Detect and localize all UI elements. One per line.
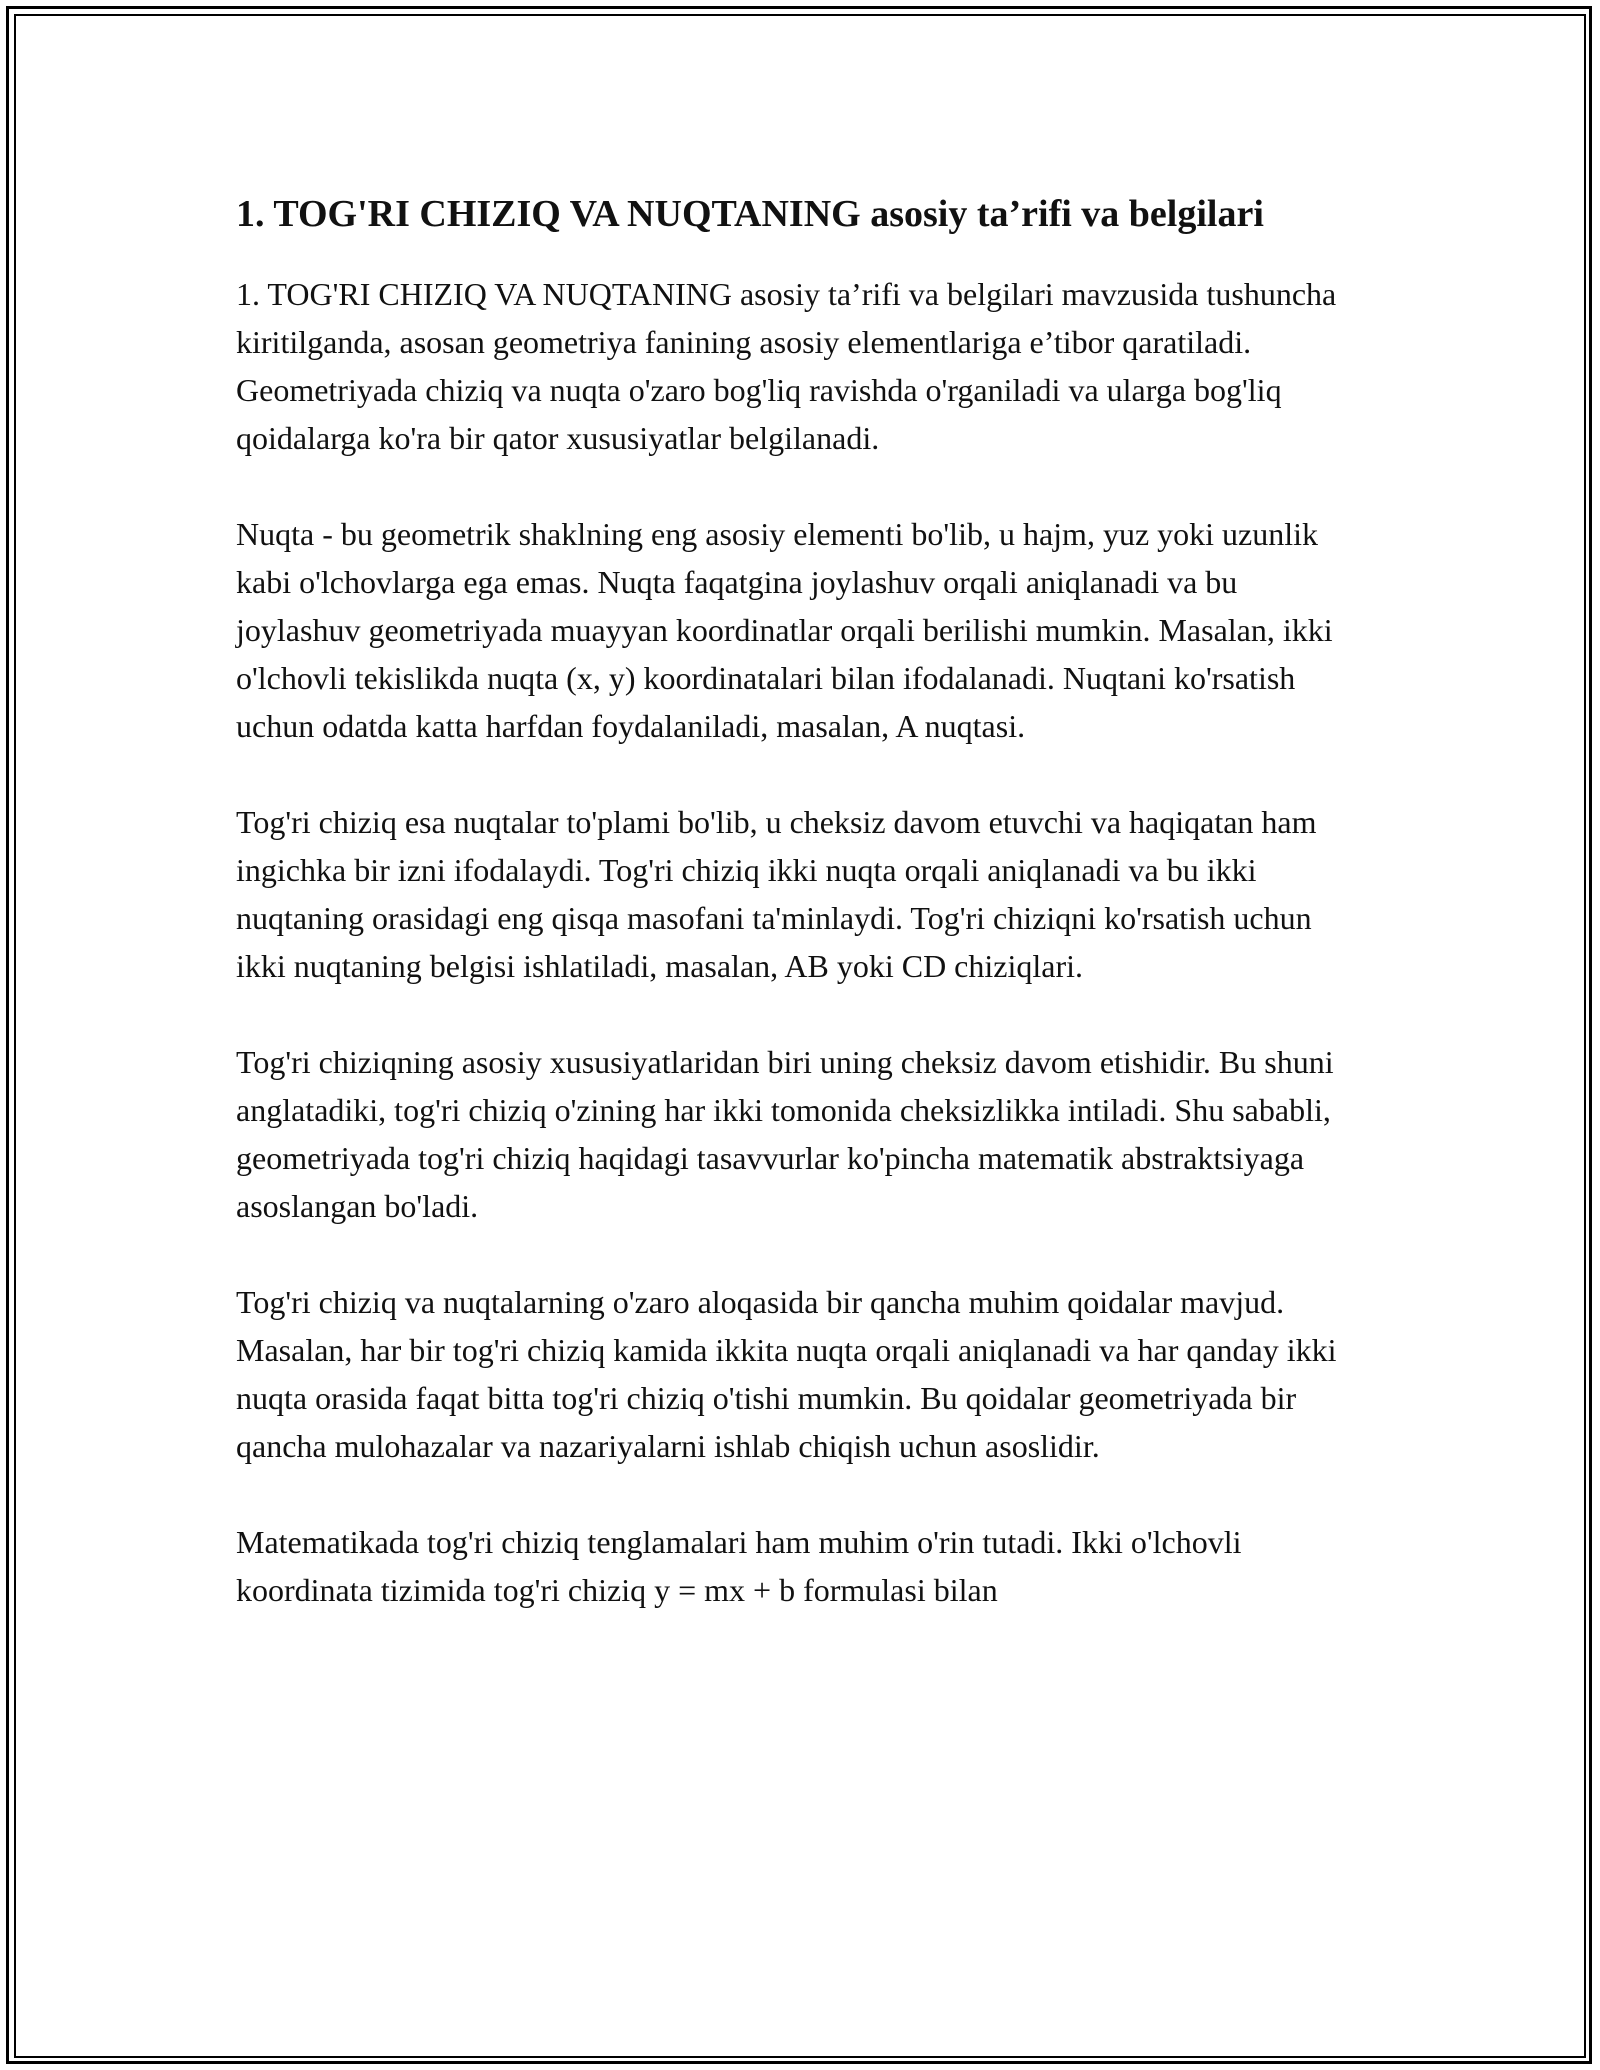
paragraph-line-point-rules: Tog'ri chiziq va nuqtalarning o'zaro aloqasida bir qancha muhim qoidalar mavjud. Masalan, har bir tog'ri chiziq kamida ikkita nuqta orqali aniqlanadi va har qanday ikki nuqta orasida faqat bitta tog'ri chiziq o'tishi mumkin. Bu qoidalar geometriyada bir qancha mulohazalar va nazariyalarni ishlab chiqish uchun asoslidir. [236,1284,1337,1464]
document-body [236,186,1366,1662]
paragraph-intro: 1. TOG'RI CHIZIQ VA NUQTANING asosiy ta’rifi va belgilari mavzusida tushuncha kiritilganda, asosan geometriya fanining asosiy elementlariga e’tibor qaratiladi. Geometriyada chiziq va nuqta o'zaro bog'liq ravishda o'rganiladi va ularga bog'liq qoidalarga ko'ra bir qator xususiyatlar belgilanadi. [236,276,1337,456]
paragraph-line-equation: Matematikada tog'ri chiziq tenglamalari ham muhim o'rin tutadi. Ikki o'lchovli koordinata tizimida tog'ri chiziq y = mx + b formulasi bilan [236,1524,1242,1608]
paragraph-line-definition: Tog'ri chiziq esa nuqtalar to'plami bo'lib, u cheksiz davom etuvchi va haqiqatan ham ingichka bir izni ifodalaydi. Tog'ri chiziq ikki nuqta orqali aniqlanadi va bu ikki nuqtaning orasidagi eng qisqa masofani ta'minlaydi. Tog'ri chiziqni ko'rsatish uchun ikki nuqtaning belgisi ishlatiladi, masalan, AB yoki CD chiziqlari. [236,804,1317,984]
paragraph-line-infinite: Tog'ri chiziqning asosiy xususiyatlaridan biri uning cheksiz davom etishidir. Bu shuni anglatadiki, tog'ri chiziq o'zining har ikki tomonida cheksizlikka intiladi. Shu sababli, geometriyada tog'ri chiziq haqidagi tasavvurlar ko'pincha matematik abstraktsiyaga asoslangan bo'ladi. [236,1044,1334,1224]
document-title: 1. TOG'RI CHIZIQ VA NUQTANING asosiy ta’rifi va belgilari [236,193,1264,235]
paragraph-point-definition: Nuqta - bu geometrik shaklning eng asosiy elementi bo'lib, u hajm, yuz yoki uzunlik kabi o'lchovlarga ega emas. Nuqta faqatgina joylashuv orqali aniqlanadi va bu joylashuv geometriyada muayyan koordinatlar orqali berilishi mumkin. Masalan, ikki o'lchovli tekislikda nuqta (x, y) koordinatalari bilan ifodalanadi. Nuqtani ko'rsatish uchun odatda katta harfdan foydalaniladi, masalan, A nuqtasi. [236,516,1333,744]
